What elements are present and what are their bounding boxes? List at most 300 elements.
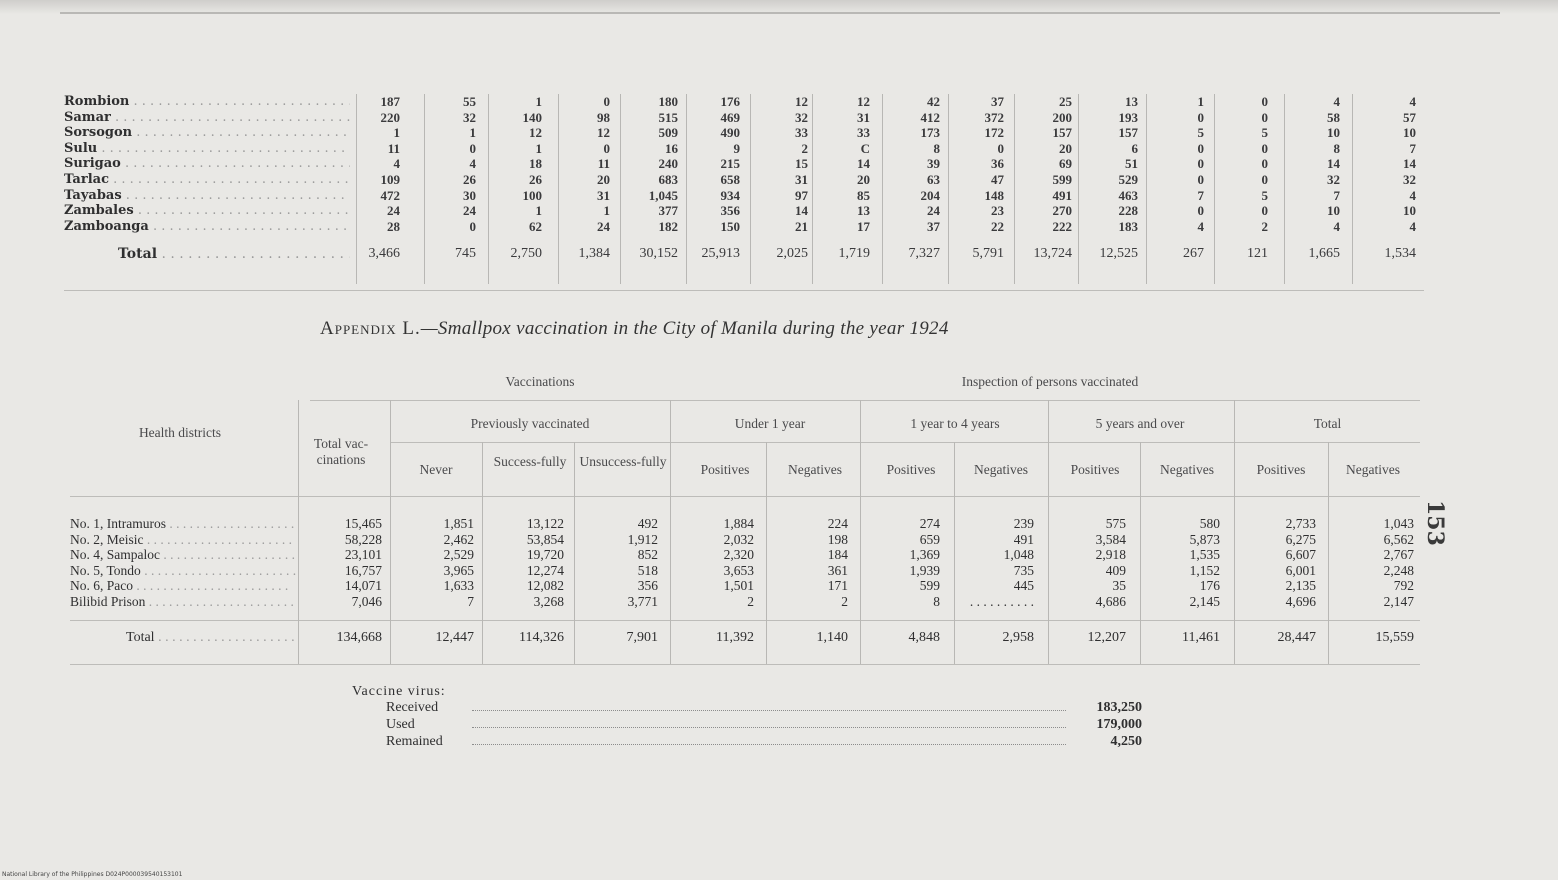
province-cell: 10 — [1327, 203, 1340, 219]
manila-total-label: Total . . . — [70, 630, 296, 646]
district-cell: 1,633 — [443, 578, 474, 594]
province-cell: 2 — [1261, 218, 1268, 234]
column-rule — [882, 94, 883, 284]
district-cell: 1,912 — [627, 531, 658, 547]
province-cell: 10 — [1327, 125, 1340, 141]
province-cell: 180 — [658, 94, 678, 109]
province-cell: 109 — [380, 171, 400, 187]
province-name: Tarlac . . . — [64, 172, 350, 187]
province-cell: 13 — [857, 203, 870, 219]
province-cell: 599 — [1052, 171, 1072, 187]
district-cell: 3,653 — [723, 562, 754, 578]
virus-value: 183,250 — [1096, 700, 1142, 715]
province-cell: 31 — [597, 187, 610, 203]
district-cell: 224 — [827, 516, 848, 531]
province-total-cell: 1,665 — [1308, 246, 1340, 262]
province-cell: 183 — [1118, 218, 1138, 234]
province-cell: 20 — [857, 171, 870, 187]
district-cell: 16,757 — [344, 562, 382, 578]
column-rule — [860, 400, 861, 664]
province-cell: 14 — [1403, 156, 1416, 172]
manila-total-cell: 134,668 — [336, 630, 382, 645]
province-cell: 509 — [658, 125, 678, 141]
province-cell: 472 — [380, 187, 400, 203]
province-cell: 515 — [658, 109, 678, 125]
province-cell: 240 — [658, 156, 678, 172]
district-cell: 2,529 — [443, 547, 474, 563]
district-cell: 409 — [1105, 562, 1126, 578]
province-cell: 0 — [1197, 109, 1204, 125]
province-cell: 11 — [387, 140, 400, 156]
header-negatives: Negatives — [1160, 462, 1214, 477]
province-cell: 55 — [463, 94, 476, 109]
province-cell: 24 — [387, 203, 400, 219]
province-cell: 12 — [857, 94, 870, 109]
district-name: No. 2, Meisic . . . — [70, 532, 296, 548]
manila-vaccination-table — [70, 366, 1420, 666]
province-cell: 377 — [658, 203, 678, 219]
district-cell: 35 — [1112, 578, 1126, 594]
header-1-to-4-years: 1 year to 4 years — [910, 416, 1000, 431]
province-cell: 13 — [1125, 94, 1138, 109]
province-cell: 4 — [469, 156, 476, 172]
province-cell: 25 — [1059, 94, 1072, 109]
province-cell: 39 — [927, 156, 940, 172]
province-total-cell: 3,466 — [368, 246, 400, 262]
column-rule — [1328, 442, 1329, 664]
column-rule — [488, 94, 489, 284]
province-cell: 24 — [463, 203, 476, 219]
header-health-districts: Health districts — [138, 425, 222, 440]
header-positives: Positives — [1070, 462, 1120, 477]
province-cell: 193 — [1118, 109, 1138, 125]
column-rule — [1146, 94, 1147, 284]
province-cell: 24 — [927, 203, 940, 219]
province-cell: 0 — [1261, 140, 1268, 156]
province-cell: 176 — [720, 94, 740, 109]
header-total: Total — [1313, 416, 1342, 431]
province-cell: 58 — [1327, 109, 1340, 125]
district-cell: 852 — [637, 547, 658, 563]
province-cell: 62 — [529, 218, 542, 234]
province-cell: 7 — [1197, 187, 1204, 203]
province-cell: 0 — [603, 94, 610, 109]
district-cell: . . . . . . . . . . — [969, 594, 1034, 609]
province-total-cell: 121 — [1247, 246, 1268, 262]
virus-row-remained — [352, 734, 1152, 751]
province-cell: 0 — [1261, 109, 1268, 125]
province-cell: 8 — [933, 140, 940, 156]
header-rule-1 — [310, 400, 1420, 401]
district-cell: 2,767 — [1383, 547, 1414, 563]
province-cell: 270 — [1052, 203, 1072, 219]
province-cell: 182 — [658, 218, 678, 234]
province-cell: 150 — [720, 218, 740, 234]
province-cell: 1 — [393, 125, 400, 141]
province-total-cell: 267 — [1183, 246, 1204, 262]
province-cell: 12 — [597, 125, 610, 141]
district-cell: 19,720 — [526, 547, 564, 563]
province-cell: 85 — [857, 187, 870, 203]
province-cell: 356 — [720, 203, 740, 219]
province-cell: 0 — [1261, 171, 1268, 187]
province-total-cell: 13,724 — [1033, 246, 1072, 262]
province-cell: 17 — [857, 218, 870, 234]
province-cell: 215 — [720, 156, 740, 172]
manila-total-cell: 114,326 — [519, 630, 564, 645]
province-cell: 31 — [795, 171, 808, 187]
province-name: Zamboanga . . . — [64, 219, 350, 234]
province-cell: 490 — [720, 125, 740, 141]
province-cell: 683 — [658, 171, 678, 187]
province-cell: 0 — [1261, 156, 1268, 172]
province-cell: 14 — [795, 203, 808, 219]
province-row — [64, 94, 1424, 110]
province-cell: 1 — [535, 203, 542, 219]
district-cell: 198 — [827, 531, 848, 547]
province-total-cell: 2,025 — [776, 246, 808, 262]
district-cell: 4,696 — [1285, 594, 1316, 609]
district-cell: 6,275 — [1285, 531, 1316, 547]
province-cell: 7 — [1409, 140, 1416, 156]
province-cell: 36 — [991, 156, 1004, 172]
district-cell: 1,884 — [723, 516, 754, 531]
district-cell: 1,501 — [723, 578, 754, 594]
district-cell: 53,854 — [526, 531, 564, 547]
province-cell: 37 — [927, 218, 940, 234]
province-cell: 5 — [1261, 187, 1268, 203]
appendix-title — [320, 318, 949, 340]
province-cell: 148 — [984, 187, 1004, 203]
province-row — [64, 156, 1424, 172]
province-cell: 1 — [535, 140, 542, 156]
province-row — [64, 110, 1424, 126]
district-cell: 1,851 — [443, 516, 474, 531]
header-negatives: Negatives — [1346, 462, 1400, 477]
province-row — [64, 188, 1424, 204]
district-cell: 599 — [919, 578, 940, 594]
appendix-label: Appendix L. — [320, 318, 421, 339]
province-total-cell: 1,534 — [1384, 246, 1416, 262]
province-cell: 934 — [720, 187, 740, 203]
header-under-1-year: Under 1 year — [734, 416, 806, 431]
province-cell: 1 — [603, 203, 610, 219]
province-row — [64, 141, 1424, 157]
column-rule — [948, 94, 949, 284]
leader-dots — [472, 744, 1066, 745]
province-cell: 204 — [920, 187, 940, 203]
province-cell: 6 — [1131, 140, 1138, 156]
district-cell: 356 — [637, 578, 658, 594]
district-cell: 491 — [1013, 531, 1034, 547]
total-rule — [70, 620, 1420, 621]
vaccine-virus-summary — [352, 684, 1152, 751]
appendix-caption: —Smallpox vaccination in the City of Manila during the year 1924 — [420, 318, 949, 339]
manila-total-cell: 2,958 — [1002, 630, 1034, 645]
district-name: No. 5, Tondo . . . — [70, 563, 296, 579]
province-cell: 4 — [1197, 218, 1204, 234]
virus-label: Remained — [386, 734, 443, 749]
district-cell: 1,535 — [1189, 547, 1220, 563]
district-cell: 1,048 — [1003, 547, 1034, 563]
header-positives: Positives — [1256, 462, 1306, 477]
province-cell: 14 — [1327, 156, 1340, 172]
province-cell: 57 — [1403, 109, 1416, 125]
header-never: Never — [419, 462, 453, 477]
district-cell: 518 — [637, 562, 658, 578]
province-cell: 51 — [1125, 156, 1138, 172]
district-cell: 7,046 — [351, 594, 382, 609]
province-cell: 0 — [1261, 94, 1268, 109]
province-total-cell: 30,152 — [639, 246, 678, 262]
province-total-cell: 5,791 — [972, 246, 1004, 262]
district-cell: 5,873 — [1189, 531, 1220, 547]
district-cell: 2,918 — [1095, 547, 1126, 563]
district-cell: 13,122 — [526, 516, 564, 531]
province-total-cell: 745 — [455, 246, 476, 262]
district-cell: 1,152 — [1189, 562, 1220, 578]
province-cell: 9 — [733, 140, 740, 156]
province-cell: 173 — [920, 125, 940, 141]
column-rule — [574, 442, 575, 664]
province-cell: 8 — [1333, 140, 1340, 156]
province-name: Tayabas . . . — [64, 188, 350, 203]
column-rule — [356, 94, 357, 284]
district-name: No. 4, Sampaloc . . . — [70, 547, 296, 563]
province-cell: 22 — [991, 218, 1004, 234]
virus-value: 179,000 — [1096, 717, 1142, 732]
province-cell: 28 — [387, 218, 400, 234]
province-cell: 4 — [1409, 187, 1416, 203]
province-cell: 20 — [1059, 140, 1072, 156]
province-cell: 14 — [857, 156, 870, 172]
column-rule — [482, 442, 483, 664]
province-cell: 4 — [1409, 218, 1416, 234]
manila-total-cell: 12,447 — [435, 630, 474, 645]
province-cell: 0 — [469, 140, 476, 156]
district-cell: 3,965 — [443, 562, 474, 578]
province-cell: 658 — [720, 171, 740, 187]
province-cell: 11 — [597, 156, 610, 172]
virus-row-received — [352, 700, 1152, 717]
province-total-row — [64, 244, 1424, 264]
column-rule — [954, 442, 955, 664]
province-cell: 10 — [1403, 203, 1416, 219]
province-cell: 18 — [529, 156, 542, 172]
province-total-label: Total . . . — [64, 244, 350, 264]
district-cell: 7 — [467, 594, 474, 609]
column-rule — [1284, 94, 1285, 284]
district-cell: 6,001 — [1285, 562, 1316, 578]
province-cell: 2 — [801, 140, 808, 156]
province-cell: 5 — [1197, 125, 1204, 141]
header-previously-vaccinated: Previously vaccinated — [470, 416, 590, 431]
header-negatives: Negatives — [974, 462, 1028, 477]
province-cell: 529 — [1118, 171, 1138, 187]
district-cell: 445 — [1013, 578, 1034, 594]
manila-total-cell: 11,461 — [1182, 630, 1220, 645]
province-cell: 98 — [597, 109, 610, 125]
province-total-cell: 25,913 — [701, 246, 740, 262]
province-cell: 10 — [1403, 125, 1416, 141]
province-cell: 23 — [991, 203, 1004, 219]
province-cell: 33 — [795, 125, 808, 141]
manila-total-cell: 7,901 — [626, 630, 658, 645]
district-cell: 58,228 — [344, 531, 382, 547]
province-cell: 172 — [984, 125, 1004, 141]
province-cell: 220 — [380, 109, 400, 125]
province-cell: 97 — [795, 187, 808, 203]
province-cell: 12 — [529, 125, 542, 141]
district-cell: 492 — [637, 516, 658, 531]
province-cell: 0 — [997, 140, 1004, 156]
column-rule — [298, 400, 299, 664]
province-cell: 32 — [463, 109, 476, 125]
province-cell: 1 — [535, 94, 542, 109]
province-cell: 200 — [1052, 109, 1072, 125]
district-cell: 1,939 — [909, 562, 940, 578]
header-total-vaccinations: Total vac-cinations — [313, 436, 369, 467]
district-cell: 1,369 — [909, 547, 940, 563]
province-cell: 157 — [1052, 125, 1072, 141]
district-name: No. 1, Intramuros . . . — [70, 516, 296, 532]
district-cell: 184 — [827, 547, 848, 563]
column-rule — [1214, 94, 1215, 284]
header-unsuccessfully: Unsuccess-fully — [579, 454, 667, 469]
leader-dots — [472, 727, 1066, 728]
header-vaccinations: Vaccinations — [505, 374, 575, 389]
district-cell: 274 — [919, 516, 940, 531]
district-cell: 1,043 — [1383, 516, 1414, 531]
province-cell: 0 — [1261, 203, 1268, 219]
header-positives: Positives — [700, 462, 750, 477]
column-rule — [812, 94, 813, 284]
column-rule — [1078, 94, 1079, 284]
district-cell: 2,462 — [443, 531, 474, 547]
header-rule-3 — [70, 496, 1420, 497]
district-cell: 171 — [827, 578, 848, 594]
province-row — [64, 125, 1424, 141]
header-negatives: Negatives — [788, 462, 842, 477]
manila-total-cell: 15,559 — [1375, 630, 1414, 645]
district-cell: 2 — [841, 594, 848, 609]
province-cell: C — [860, 140, 870, 156]
province-row — [64, 203, 1424, 219]
province-name: Sorsogon . . . — [64, 125, 350, 140]
manila-total-cell: 1,140 — [816, 630, 848, 645]
header-positives: Positives — [886, 462, 936, 477]
district-cell: 2,147 — [1383, 594, 1414, 609]
district-cell: 792 — [1393, 578, 1414, 594]
district-cell: 580 — [1199, 516, 1220, 531]
district-name: No. 6, Paco . . . — [70, 578, 296, 594]
archive-footer: National Library of the Philippines D024P000039540153101 — [2, 871, 183, 878]
column-rule — [1140, 442, 1141, 664]
province-cell: 412 — [920, 109, 940, 125]
province-cell: 12 — [795, 94, 808, 109]
province-cell: 100 — [522, 187, 542, 203]
province-cell: 491 — [1052, 187, 1072, 203]
province-total-cell: 12,525 — [1099, 246, 1138, 262]
column-rule — [750, 94, 751, 284]
province-total-cell: 7,327 — [908, 246, 940, 262]
province-bottom-rule — [64, 290, 1424, 291]
province-cell: 31 — [857, 109, 870, 125]
district-cell: 15,465 — [344, 516, 382, 531]
page-number: 153 — [1422, 500, 1448, 546]
district-cell: 3,584 — [1095, 531, 1126, 547]
province-total-cell: 2,750 — [510, 246, 542, 262]
province-cell: 469 — [720, 109, 740, 125]
province-table — [64, 94, 1424, 264]
province-cell: 4 — [393, 156, 400, 172]
province-cell: 0 — [469, 218, 476, 234]
province-cell: 21 — [795, 218, 808, 234]
district-cell: 239 — [1013, 516, 1034, 531]
province-cell: 0 — [1197, 156, 1204, 172]
district-cell: 735 — [1013, 562, 1034, 578]
leader-dots — [472, 710, 1066, 711]
province-total-cell: 1,384 — [578, 246, 610, 262]
province-name: Rombion . . . — [64, 94, 350, 109]
province-cell: 0 — [1197, 171, 1204, 187]
province-cell: 32 — [1403, 171, 1416, 187]
province-cell: 42 — [927, 94, 940, 109]
district-cell: 2,733 — [1285, 516, 1316, 531]
column-rule — [1352, 94, 1353, 284]
virus-value: 4,250 — [1110, 734, 1142, 749]
district-cell: 575 — [1105, 516, 1126, 531]
virus-label: Used — [386, 717, 415, 732]
province-cell: 26 — [463, 171, 476, 187]
province-row — [64, 219, 1424, 235]
province-cell: 26 — [529, 171, 542, 187]
district-cell: 23,101 — [344, 547, 382, 563]
province-cell: 24 — [597, 218, 610, 234]
header-5-years-over: 5 years and over — [1095, 416, 1185, 431]
district-cell: 2,320 — [723, 547, 754, 563]
province-name: Surigao . . . — [64, 156, 350, 171]
district-cell: 2,248 — [1383, 562, 1414, 578]
district-cell: 659 — [919, 531, 940, 547]
column-rule — [390, 400, 391, 664]
province-cell: 1 — [1197, 94, 1204, 109]
column-rule — [1048, 400, 1049, 664]
province-cell: 157 — [1118, 125, 1138, 141]
district-cell: 12,082 — [526, 578, 564, 594]
district-cell: 8 — [933, 594, 940, 609]
manila-total-cell: 28,447 — [1277, 630, 1316, 645]
province-cell: 140 — [522, 109, 542, 125]
province-cell: 1 — [469, 125, 476, 141]
top-rule — [60, 12, 1500, 14]
manila-total-cell: 12,207 — [1087, 630, 1126, 645]
manila-total-cell: 4,848 — [908, 630, 940, 645]
district-cell: 361 — [827, 562, 848, 578]
district-cell: 3,268 — [533, 594, 564, 609]
province-cell: 463 — [1118, 187, 1138, 203]
province-cell: 20 — [597, 171, 610, 187]
district-cell: 6,562 — [1383, 531, 1414, 547]
province-cell: 69 — [1059, 156, 1072, 172]
column-rule — [620, 94, 621, 284]
bottom-rule — [70, 664, 1420, 665]
column-rule — [558, 94, 559, 284]
province-cell: 0 — [603, 140, 610, 156]
district-cell: 4,686 — [1095, 594, 1126, 609]
province-cell: 32 — [795, 109, 808, 125]
province-cell: 0 — [1197, 203, 1204, 219]
